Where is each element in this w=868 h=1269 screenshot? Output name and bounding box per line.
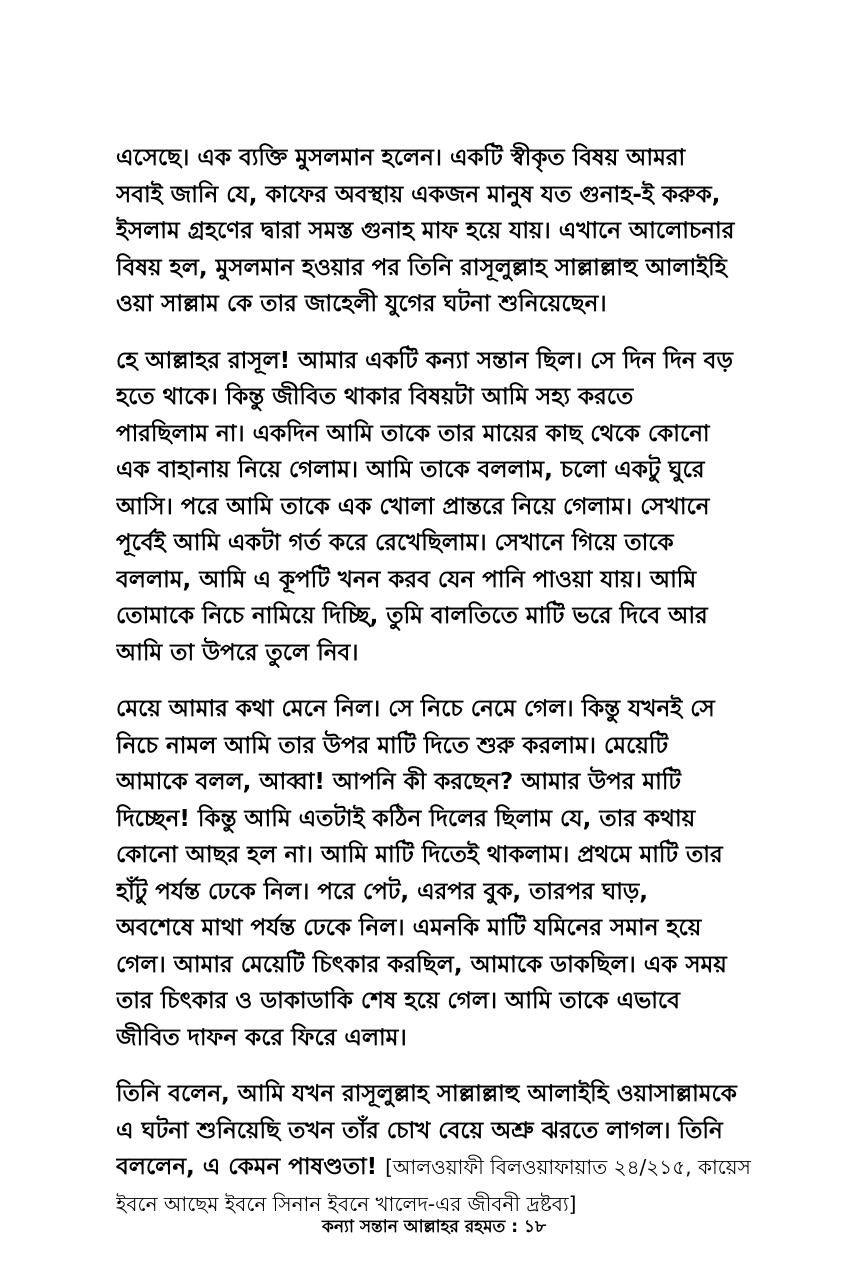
paragraph-2	[116, 343, 760, 672]
text-line: সবাই জানি যে, কাফের অবস্থায় একজন মানুষ যত গুনাহ-ই করুক,	[116, 181, 721, 208]
text-line: ওয়া সাল্লাম কে তার জাহেলী যুগের ঘটনা শুনিয়েছেন।	[116, 291, 607, 317]
text-line: তোমাকে নিচে নামিয়ে দিচ্ছি, তুমি বালতিতে মাটি ভরে দিবে আর	[116, 603, 708, 629]
text-line: এক বাহানায় নিয়ে গেলাম। আমি তাকে বললাম, চলো একটু ঘুরে	[116, 457, 705, 483]
paragraph-1	[116, 140, 760, 323]
text-line: পারছিলাম না। একদিন আমি তাকে তার মায়ের কাছ থেকে কোনো	[116, 420, 710, 447]
text-line: গেল। আমার মেয়েটি চিৎকার করছিল, আমাকে ডাকছিল। এক সময়	[116, 951, 727, 978]
text-line: হে আল্লাহর রাসূল! আমার একটি কন্যা সন্তান ছিল। সে দিন দিন বড়	[116, 347, 733, 374]
text-line: আমাকে বলল, আব্বা! আপনি কী করছেন? আমার উপর মাটি	[116, 769, 681, 795]
text-line: বললাম, আমি এ কূপটি খনন করব যেন পানি পাওয়া যায়। আমি	[116, 566, 697, 593]
text-line: বিষয় হল, মুসলমান হওয়ার পর তিনি রাসূলুল্লাহ সাল্লাল্লাহু আলাইহি	[116, 254, 727, 281]
text-line: ইসলাম গ্রহণের দ্বারা সমস্ত গুনাহ মাফ হয়ে যায়। এখানে আলোচনার	[116, 218, 735, 244]
source-reference: [আলওয়াফী বিলওয়াফায়াত ২৪/২১৫, কায়েস	[385, 1155, 751, 1179]
text-line: আমি তা উপরে তুলে নিব।	[116, 639, 359, 666]
text-line	[116, 1149, 760, 1186]
paragraph-3	[116, 691, 760, 1056]
paragraph-4	[116, 1076, 760, 1222]
text-line: এ ঘটনা শুনিয়েছি তখন তাঁর চোখ বেয়ে অশ্রু ঝরতে লাগল। তিনি	[116, 1117, 723, 1144]
text-line: দিচ্ছেন! কিন্তু আমি এতটাই কঠিন দিলের ছিলাম যে, তার কথায়	[116, 805, 696, 832]
text-line: তিনি বলেন, আমি যখন রাসূলুল্লাহ সাল্লাল্লাহু আলাইহি ওয়াসাল্লামকে	[116, 1081, 737, 1107]
source-reference-continued: ইবনে আছেম ইবনে সিনান ইবনে খালেদ-এর জীবনী দ্রষ্টব্য]	[116, 1191, 577, 1216]
text-line: নিচে নামল আমি তার উপর মাটি দিতে শুরু করলাম। মেয়েটি	[116, 732, 668, 759]
book-page	[116, 140, 760, 1242]
text-line: কোনো আছর হল না। আমি মাটি দিতেই থাকলাম। প্রথমে মাটি তার	[116, 842, 723, 868]
text-line: জীবিত দাফন করে ফিরে এলাম।	[116, 1024, 407, 1051]
text-line: হতে থাকে। কিন্তু জীবিত থাকার বিষয়টা আমি সহ্য করতে	[116, 384, 634, 410]
text-line: হাঁটু পর্যন্ত ঢেকে নিল। পরে পেট, এরপর বুক, তারপর ঘাড়,	[116, 878, 649, 905]
text-line: তার চিৎকার ও ডাকাডাকি শেষ হয়ে গেল। আমি তাকে এভাবে	[116, 988, 680, 1014]
text-line: আসি। পরে আমি তাকে এক খোলা প্রান্তরে নিয়ে গেলাম। সেখানে	[116, 493, 710, 520]
quote-text: বললেন, এ কেমন পাষণ্ডতা!	[116, 1154, 378, 1180]
text-line: অবশেষে মাথা পর্যন্ত ঢেকে নিল। এমনকি মাটি যমিনের সমান হয়ে	[116, 915, 702, 941]
text-line: মেয়ে আমার কথা মেনে নিল। সে নিচে নেমে গেল। কিন্তু যখনই সে	[116, 696, 715, 722]
page-footer-running-title: কন্যা সন্তান আল্লাহর রহমত : ১৮	[322, 1217, 546, 1237]
text-line: পূর্বেই আমি একটা গর্ত করে রেখেছিলাম। সেখানে গিয়ে তাকে	[116, 530, 674, 556]
text-line: এসেছে। এক ব্যক্তি মুসলমান হলেন। একটি স্বীকৃত বিষয় আমরা	[116, 145, 686, 171]
